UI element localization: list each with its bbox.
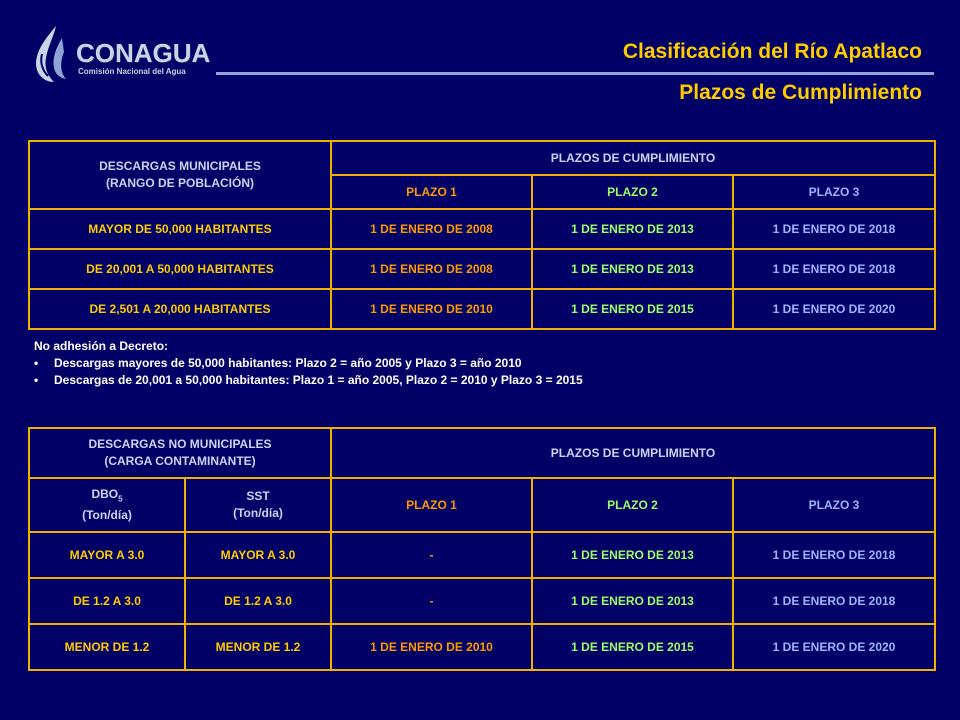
municipal-header-line2: (RANGO DE POBLACIÓN) (106, 176, 254, 190)
bullet-icon: • (34, 373, 39, 387)
plazo-3-date: 1 DE ENERO DE 2020 (733, 289, 935, 329)
plazo-3-date: 1 DE ENERO DE 2018 (733, 249, 935, 289)
non-municipal-header-line1: DESCARGAS NO MUNICIPALES (88, 437, 272, 451)
plazo-1-date: - (331, 532, 532, 578)
plazo-2-date: 1 DE ENERO DE 2013 (532, 249, 733, 289)
dbo-range: MAYOR A 3.0 (29, 532, 185, 578)
plazo-1-date: - (331, 578, 532, 624)
dbo-range: MENOR DE 1.2 (29, 624, 185, 670)
plazo-2-date: 1 DE ENERO DE 2013 (532, 578, 733, 624)
plazo-3-header: PLAZO 3 (733, 478, 935, 532)
page-subtitle: Plazos de Cumplimiento (679, 81, 922, 104)
population-range: MAYOR DE 50,000 HABITANTES (29, 209, 331, 249)
non-municipal-header-line2: (CARGA CONTAMINANTE) (104, 454, 256, 468)
title-divider (216, 72, 934, 75)
plazo-3-date: 1 DE ENERO DE 2018 (733, 532, 935, 578)
table-row (29, 209, 935, 249)
municipal-header-cell (29, 141, 331, 209)
municipal-deadlines-table (28, 140, 936, 330)
plazo-3-date: 1 DE ENERO DE 2018 (733, 578, 935, 624)
deadlines-group-header: PLAZOS DE CUMPLIMIENTO (331, 428, 935, 478)
note-text: Descargas mayores de 50,000 habitantes: Plazo 2 = año 2005 y Plazo 3 = año 2010 (54, 356, 522, 370)
notes-block (34, 338, 914, 389)
dbo-range: DE 1.2 A 3.0 (29, 578, 185, 624)
bullet-icon: • (34, 356, 39, 370)
sst-unit: (Ton/día) (233, 506, 283, 520)
plazo-2-header: PLAZO 2 (532, 478, 733, 532)
logo-name: CONAGUA (76, 38, 211, 68)
list-item (34, 372, 914, 389)
deadlines-group-header: PLAZOS DE CUMPLIMIENTO (331, 141, 935, 175)
table-row (29, 624, 935, 670)
plazo-2-date: 1 DE ENERO DE 2013 (532, 209, 733, 249)
municipal-header-line1: DESCARGAS MUNICIPALES (99, 159, 261, 173)
dbo-unit: (Ton/día) (82, 508, 132, 523)
table-row (29, 289, 935, 329)
population-range: DE 2,501 A 20,000 HABITANTES (29, 289, 331, 329)
plazo-2-date: 1 DE ENERO DE 2015 (532, 289, 733, 329)
plazo-1-date: 1 DE ENERO DE 2008 (331, 209, 532, 249)
plazo-1-header: PLAZO 1 (331, 478, 532, 532)
notes-heading: No adhesión a Decreto: (34, 339, 169, 353)
sst-range: DE 1.2 A 3.0 (185, 578, 331, 624)
plazo-2-date: 1 DE ENERO DE 2013 (532, 532, 733, 578)
sst-range: MAYOR A 3.0 (185, 532, 331, 578)
plazo-1-date: 1 DE ENERO DE 2008 (331, 249, 532, 289)
conagua-logo (28, 24, 218, 84)
note-text: Descargas de 20,001 a 50,000 habitantes: Plazo 1 = año 2005, Plazo 2 = 2010 y Plazo 3 = 2015 (54, 373, 583, 387)
table-row (29, 578, 935, 624)
sst-header (185, 478, 331, 532)
plazo-2-header: PLAZO 2 (532, 175, 733, 209)
dbo-subscript: 5 (118, 494, 123, 504)
plazo-1-date: 1 DE ENERO DE 2010 (331, 624, 532, 670)
sst-range: MENOR DE 1.2 (185, 624, 331, 670)
dbo-label: DBO (91, 486, 119, 501)
notes-list (34, 355, 914, 389)
table-row (29, 532, 935, 578)
plazo-3-date: 1 DE ENERO DE 2018 (733, 209, 935, 249)
logo-subtitle: Comisión Nacional del Agua (78, 67, 186, 76)
list-item (34, 355, 914, 372)
page-title: Clasificación del Río Apatlaco (622, 40, 922, 63)
plazo-2-date: 1 DE ENERO DE 2015 (532, 624, 733, 670)
plazo-1-date: 1 DE ENERO DE 2010 (331, 289, 532, 329)
dbo-header (29, 478, 185, 532)
non-municipal-deadlines-table (28, 427, 936, 671)
plazo-3-date: 1 DE ENERO DE 2020 (733, 624, 935, 670)
plazo-1-header: PLAZO 1 (331, 175, 532, 209)
population-range: DE 20,001 A 50,000 HABITANTES (29, 249, 331, 289)
plazo-3-header: PLAZO 3 (733, 175, 935, 209)
table-row (29, 249, 935, 289)
sst-label: SST (246, 489, 270, 503)
non-municipal-header-cell (29, 428, 331, 478)
water-drop-logo-icon (28, 24, 78, 84)
